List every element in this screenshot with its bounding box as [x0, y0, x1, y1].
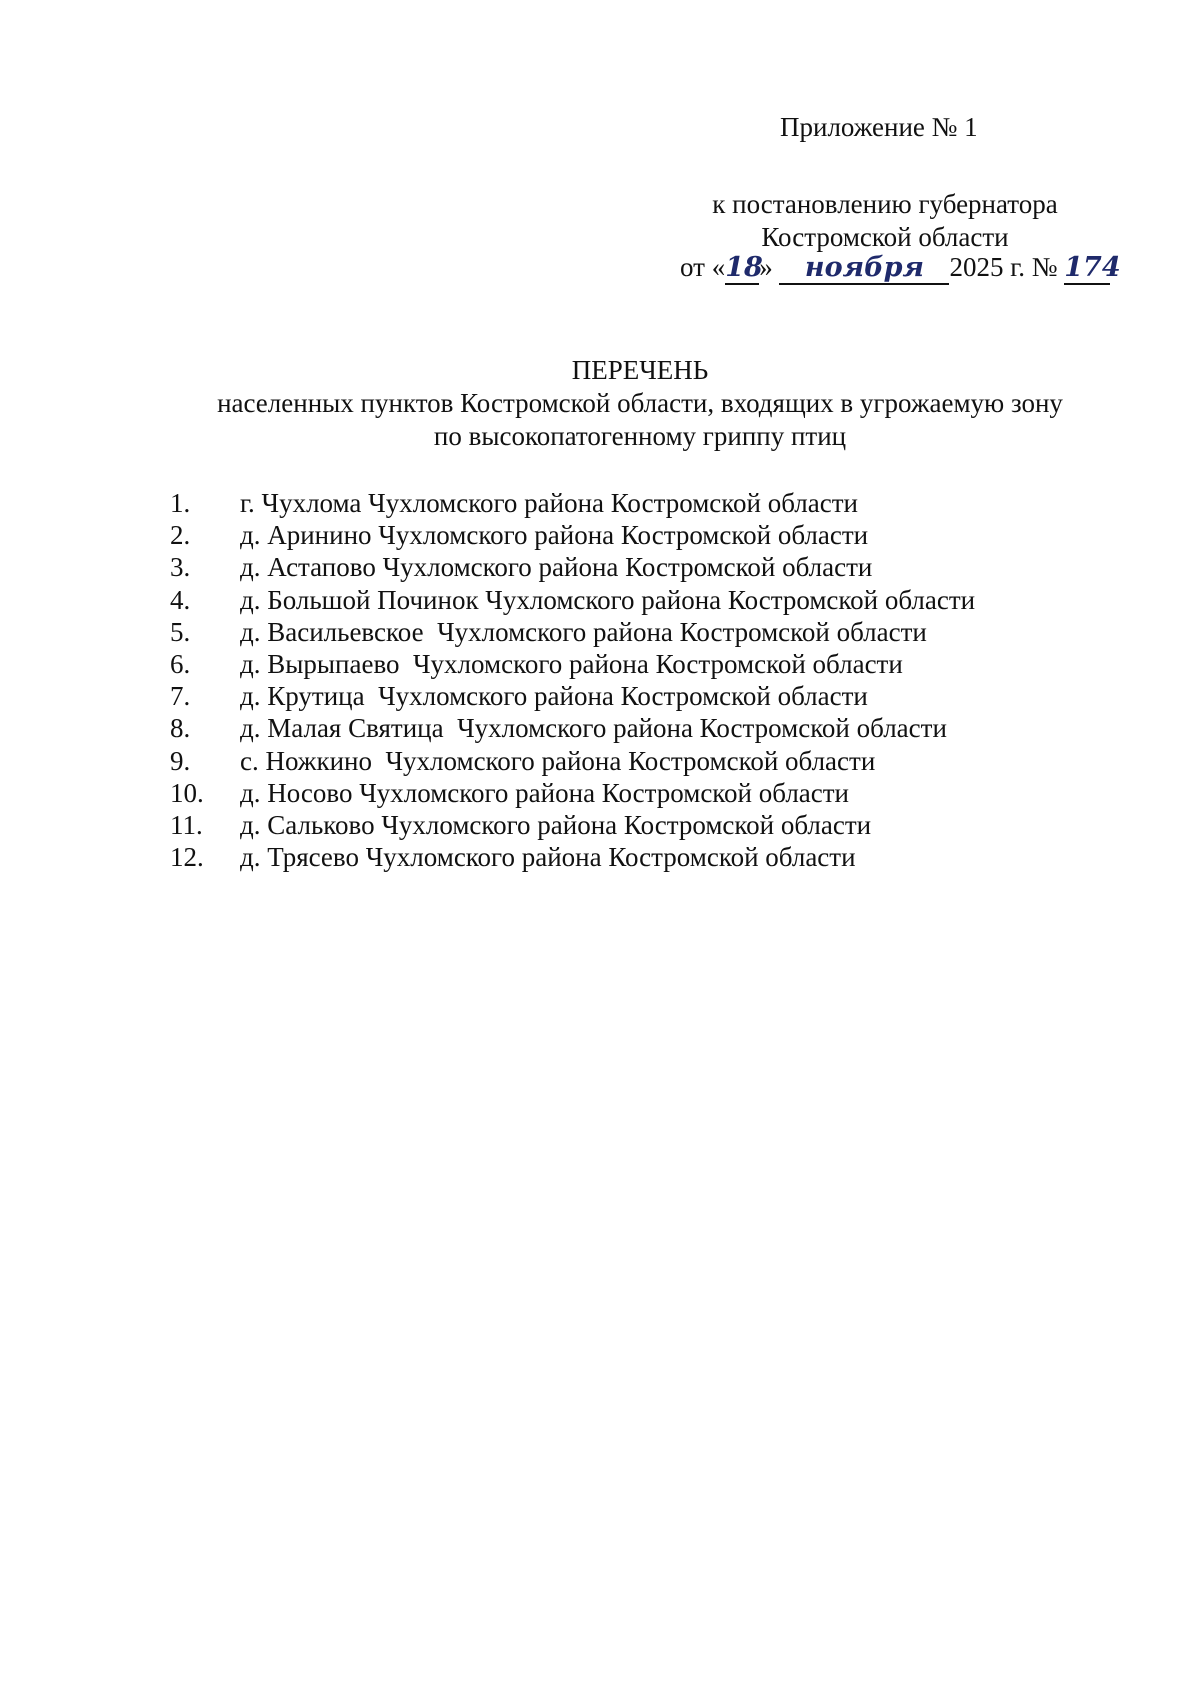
heading-line-1: населенных пунктов Костромской области, входящих в угрожаемую зону [217, 388, 1063, 418]
item-text: д. Трясево Чухломского района Костромской области [240, 842, 856, 873]
item-number: 6. [170, 649, 191, 680]
item-number: 11. [170, 810, 203, 841]
list-item [170, 487, 975, 519]
list-item [170, 519, 975, 551]
item-number: 7. [170, 681, 191, 712]
list-item [170, 712, 975, 744]
heading-title: ПЕРЕЧЕНЬ [571, 355, 709, 385]
item-text: г. Чухлома Чухломского района Костромской области [240, 488, 858, 518]
list-item [170, 745, 975, 777]
decree-line-2: Костромской области [761, 222, 1009, 252]
item-text: д. Малая Святица Чухломского района Костромской области [240, 713, 947, 744]
item-text: д. Астапово Чухломского района Костромской области [240, 552, 873, 583]
date-mid: » [759, 252, 773, 282]
decree-line-1: к постановлению губернатора [712, 189, 1058, 219]
item-text: д. Сальково Чухломского района Костромской области [240, 810, 872, 841]
item-text: д. Васильевское Чухломского района Костромской области [240, 616, 927, 647]
item-number: 2. [170, 520, 191, 551]
item-number: 1. [170, 488, 191, 518]
settlements-list [170, 487, 975, 873]
date-prefix: от « [680, 252, 726, 282]
handwritten-month: ноября [779, 252, 949, 285]
list-item [170, 648, 975, 680]
list-item [170, 680, 975, 712]
list-item [170, 616, 975, 648]
list-item [170, 809, 975, 841]
item-text: с. Ножкино Чухломского района Костромской области [240, 745, 876, 776]
item-text: д. Носово Чухломского района Костромской области [240, 777, 850, 808]
list-heading [0, 354, 1200, 453]
item-number: 12. [170, 842, 204, 873]
date-year: 2025 г. № [949, 252, 1058, 282]
handwritten-number: 174 [1064, 252, 1121, 283]
item-number: 3. [170, 552, 191, 583]
item-text: д. Вырыпаево Чухломского района Костромской области [240, 649, 903, 680]
list-item [170, 584, 975, 616]
item-number: 8. [170, 713, 191, 744]
item-text: д. Крутица Чухломского района Костромской области [240, 681, 868, 712]
annex-title: Приложение № 1 [780, 112, 978, 142]
decree-reference [660, 188, 1110, 254]
item-number: 9. [170, 745, 191, 776]
list-item [170, 841, 975, 873]
item-number: 5. [170, 616, 191, 647]
heading-line-2: по высокопатогенному гриппу птиц [433, 421, 847, 451]
item-text: д. Аринино Чухломского района Костромской области [240, 520, 869, 551]
item-text: д. Большой Починок Чухломского района Костромской области [240, 584, 976, 615]
item-number: 10. [170, 777, 204, 808]
decree-date-line [680, 252, 1121, 285]
handwritten-day: 18 [725, 252, 763, 283]
list-item [170, 551, 975, 583]
item-number: 4. [170, 584, 191, 615]
list-item [170, 777, 975, 809]
